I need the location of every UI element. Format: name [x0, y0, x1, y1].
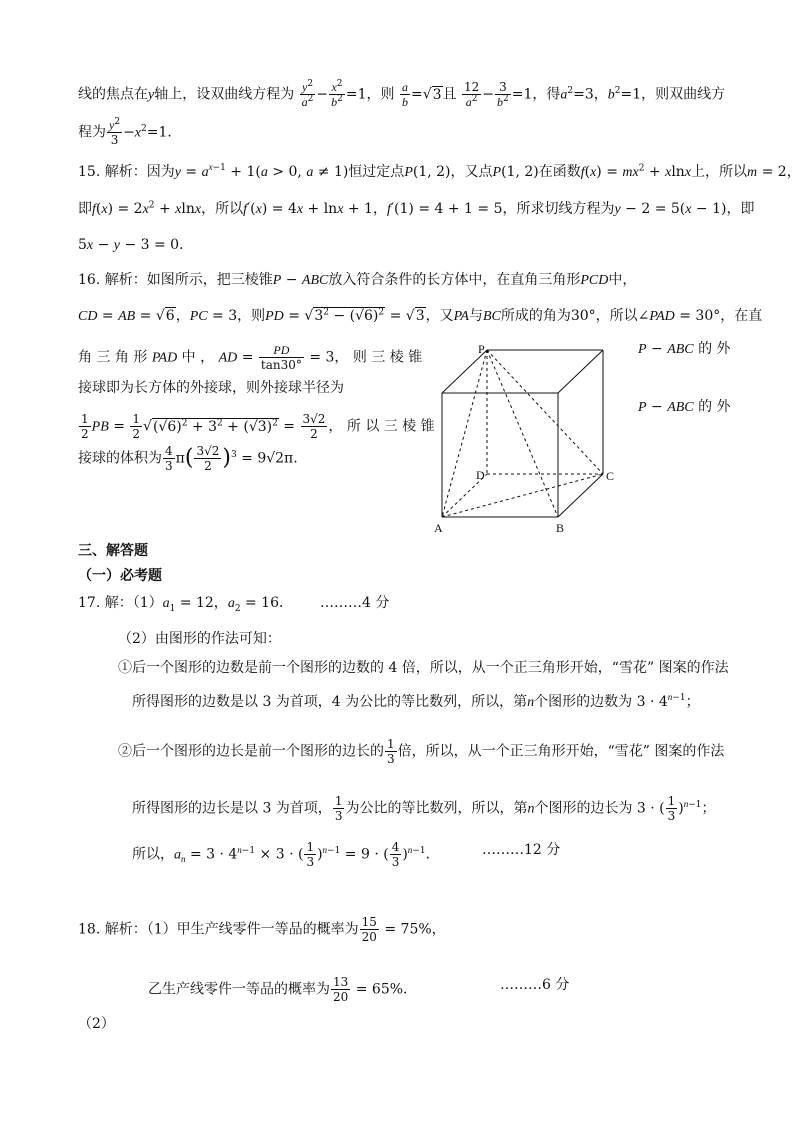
- problem-18-part-2: （2）: [78, 1016, 115, 1032]
- problem-16-line-c: 角 三 角 形 PAD 中 ， AD = $\frac{PD}{\tan 30^\circ}$ = 3， 则 三 棱 锥: [78, 343, 423, 372]
- problem-18-line-b: 乙生产线零件一等品的概率为 $\frac{13}{20}$ = 65%．: [148, 975, 418, 1004]
- problem-15-line-c: 5x − y − 3 = 0．: [78, 237, 194, 253]
- section-3-heading: 三、解答题: [78, 543, 148, 559]
- problem-17-line-g: 所以，$a_n = 3 \cdot 4^{n-1} \times 3$ · ( $\frac{1}{3}$ )$^{n-1}$ = 9 · ( $\frac{4}{3}$ )$^{n-1}$．: [132, 840, 440, 869]
- line-2: 程为 $\frac{y^2}{3}$ $-x^2=1$．: [78, 117, 182, 147]
- segment-AC: [442, 474, 603, 517]
- edge-bottom-right: [558, 474, 603, 517]
- problem-15-line-a: 15. 解析：因为$y = a^{x-1} + 1(a > 0$, a ≠ 1)恒过定点P(1, 2)，又点P(1, 2)在函数$f(x) = mx^2 + xlnx$上，所以m = 2，: [78, 162, 801, 180]
- cuboid-tetrahedron-figure: [430, 342, 630, 537]
- line-1-render: 线的焦点在y轴上，设双曲线方程为 $\frac{y^2}{a^2}$ − $\frac{x^2}{b^2}$ =1，则 $\frac{a}{b}$ =√3且 $\frac{12}{a^2}$ − $\frac{3}{b^2}$ =1，得$a^2=3$，$b^2=1$，则双曲线方: [78, 79, 726, 109]
- problem-18-score: ………6 分: [500, 977, 570, 993]
- label-C: C: [606, 469, 615, 483]
- segment-PB: [487, 350, 558, 517]
- edge-top-left: [442, 350, 487, 393]
- problem-17-line-e: ②后一个图形的边长是前一个图形的边长的 $\frac{1}{3}$ 倍，所以，从一个正三角形开始，“雪花” 图案的作法: [118, 737, 725, 766]
- section-3a-heading: （一）必考题: [78, 568, 162, 584]
- problem-15-line-b: 即$f(x) = 2x^2 + xlnx$，所以f′(x) = 4x + lnx + 1，f′(1) = 4 + 1 = 5，所求切线方程为y − 2 = 5(x − 1)，即: [78, 200, 755, 217]
- segment-PC: [487, 350, 603, 474]
- problem-17-part-2: （2）由图形的作法可知：: [118, 631, 281, 647]
- label-D: D: [476, 468, 485, 482]
- edge-top-right: [558, 350, 603, 393]
- problem-17-score-1: ………4 分: [320, 595, 390, 611]
- label-A: A: [434, 521, 443, 535]
- problem-16-right-2: P − ABC 的 外: [638, 399, 731, 415]
- problem-17-line-f: 所得图形的边长是以 3 为首项， $\frac{1}{3}$ 为公比的等比数列，所以，第n个图形的边长为 3 · ( $\frac{1}{3}$ )$^{n-1}$；: [132, 794, 716, 823]
- problem-16-line-d: 接球即为长方体的外接球，则外接球半径为: [78, 380, 344, 396]
- problem-17-part-1: 17. 解：$(1)a_1 = 12$，$a_2 = 16$．: [78, 595, 293, 614]
- problem-16-line-b: CD = AB = √6，PC = 3，则PD = $√3^2 - (√6)^2 = √3$，又PA与BC所成的角为30°，所以∠PAD = 30°，在直: [78, 307, 763, 324]
- segment-PA: [442, 350, 487, 517]
- problem-16-line-f: 接球的体积为 $\frac{4}{3}$ π( $\frac{3√2}{2}$ )$^3$ = 9√2π.: [78, 444, 298, 473]
- label-B: B: [556, 521, 565, 535]
- problem-16-line-e: $\frac{1}{2}$ PB = $\frac{1}{2}$ $√(√6)^2 + 3^2 + (√3)^2$ = $\frac{3√2}{2}$ ， 所 以 三 棱 锥: [81, 412, 435, 441]
- problem-17-score-2: ………12 分: [482, 842, 561, 858]
- problem-16-right-1: P − ABC 的 外: [638, 341, 731, 357]
- problem-16-line-a: 16. 解析：如图所示，把三棱锥P − ABC放入符合条件的长方体中，在直角三角形PCD中，: [78, 272, 637, 288]
- problem-17-line-d: 所得图形的边数是以 3 为首项，4 为公比的等比数列，所以，第n个图形的边数为 $3 \cdot 4^{n-1}$；: [132, 692, 700, 710]
- problem-18-line-a: 18. 解析：（1）甲生产线零件一等品的概率为 $\frac{15}{20}$ = 75%，: [78, 915, 446, 944]
- label-P: P: [478, 342, 485, 356]
- problem-17-line-c: ①后一个图形的边数是前一个图形的边数的 4 倍，所以，从一个正三角形开始，“雪花” 图案的作法: [118, 660, 729, 676]
